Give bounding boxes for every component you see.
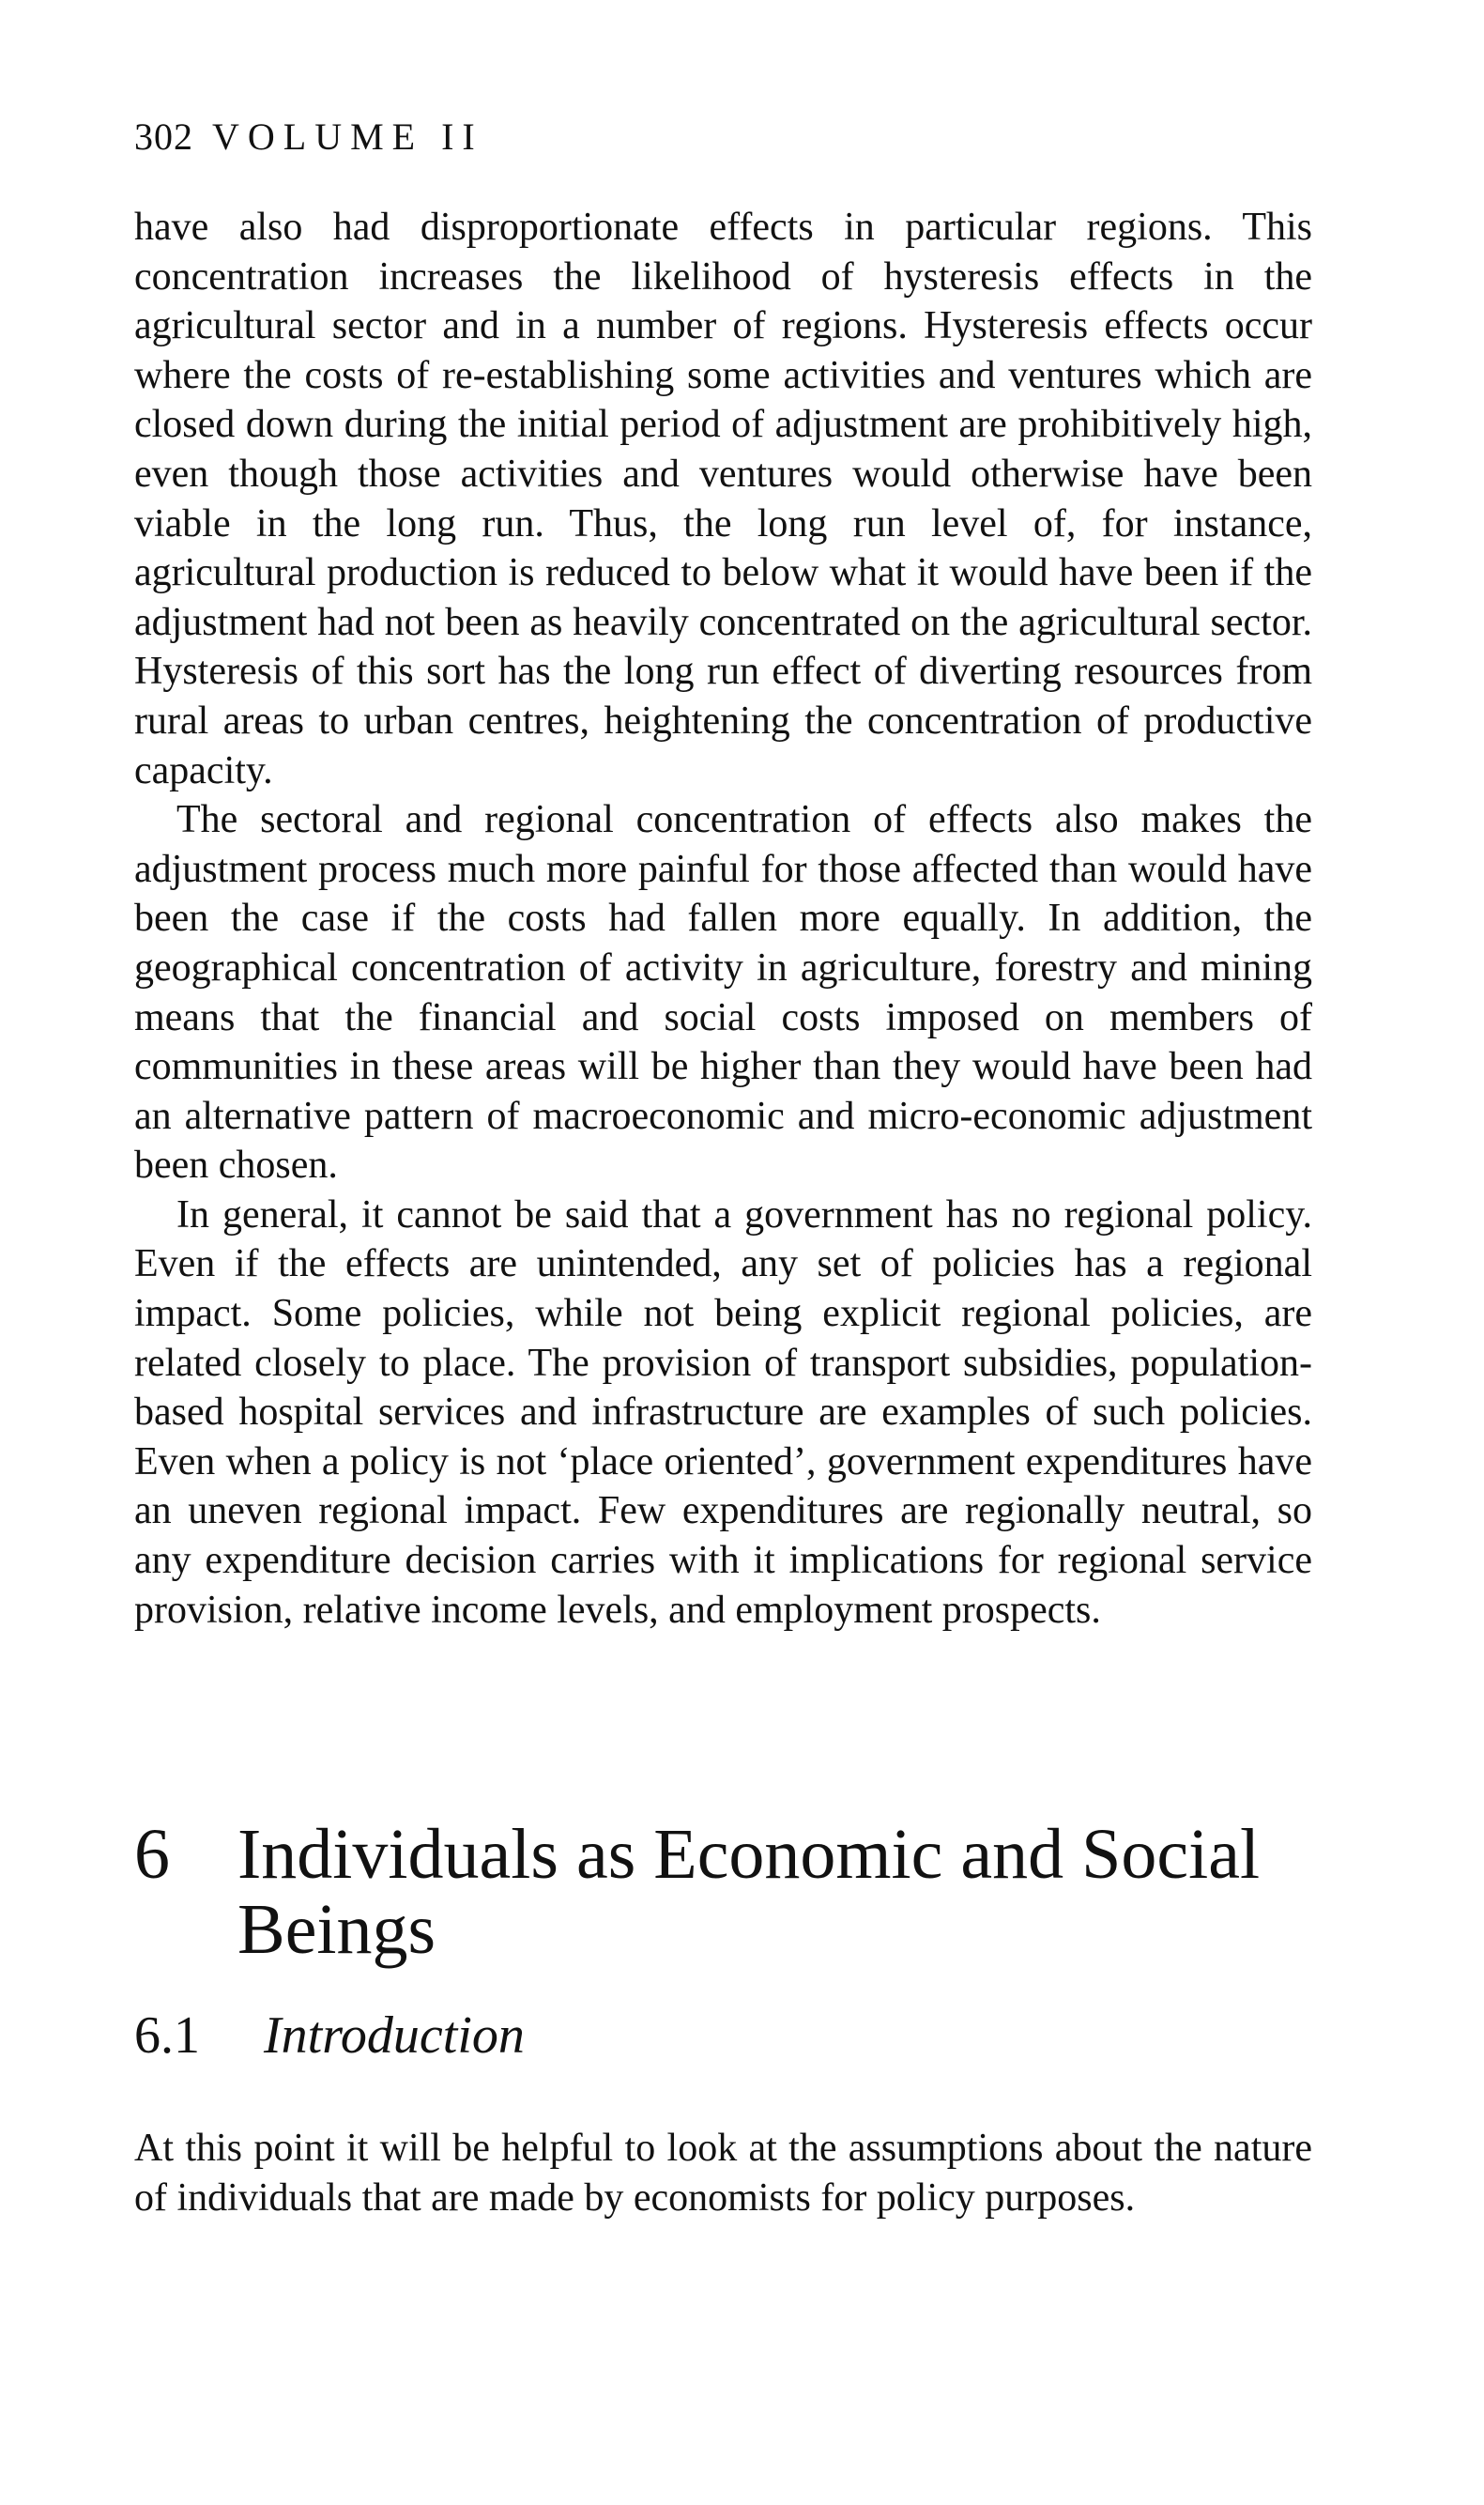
intro-text (134, 2124, 1312, 2222)
section-heading (134, 2005, 525, 2067)
chapter-title: Individuals as Economic and Social Beings (237, 1815, 1261, 1969)
paragraph-introduction: At this point it will be helpful to look at the assumptions about the nature of individuals that are made by economists for policy purposes. (134, 2127, 1312, 2220)
section-number: 6.1 (134, 2006, 200, 2065)
volume-label: VOLUME II (212, 115, 483, 158)
paragraph-sectoral-concentration: The sectoral and regional concentration of effects also makes the adjustment process much more painful for those affected than would have been the case if the costs had fallen more equally. In addition, the geographical concentration of activity in agriculture, forestry and mining means that the financial and social costs imposed on members of communities in these areas will be higher than they would have been had an alternative pattern of macroeconomic and micro-economic adjustment been chosen. (134, 798, 1312, 1188)
paragraph-hysteresis: have also had disproportionate effects in particular regions. This concentration increases the likelihood of hysteresis effects in the agricultural sector and in a number of regions. Hysteresis effects occur where the costs of re-establishing some activities and ventures which are closed down during the initial period of adjustment are prohibitively high, even though those activities and ventures would otherwise have been viable in the long run. Thus, the long run level of, for instance, agricultural production is reduced to below what it would have been if the adjustment had not been as heavily concentrated on the agricultural sector. Hysteresis of this sort has the long run effect of diverting resources from rural areas to urban centres, heightening the concentration of productive capacity. (134, 206, 1312, 792)
running-head (134, 115, 483, 160)
page-number: 302 (134, 115, 193, 158)
chapter-number: 6 (134, 1815, 170, 1894)
book-page (134, 0, 1312, 2505)
section-title: Introduction (264, 2006, 525, 2065)
body-text (134, 203, 1312, 1635)
paragraph-regional-policy: In general, it cannot be said that a government has no regional policy. Even if the effects are unintended, any set of policies has a regional impact. Some policies, while not being explicit regional policies, are related closely to place. The provision of transport subsidies, population-based hospital services and infrastructure are examples of such policies. Even when a policy is not ‘place oriented’, government expenditures have an uneven regional impact. Few expenditures are regionally neutral, so any expenditure decision carries with it implications for regional service provision, relative income levels, and employment prospects. (134, 1192, 1312, 1632)
